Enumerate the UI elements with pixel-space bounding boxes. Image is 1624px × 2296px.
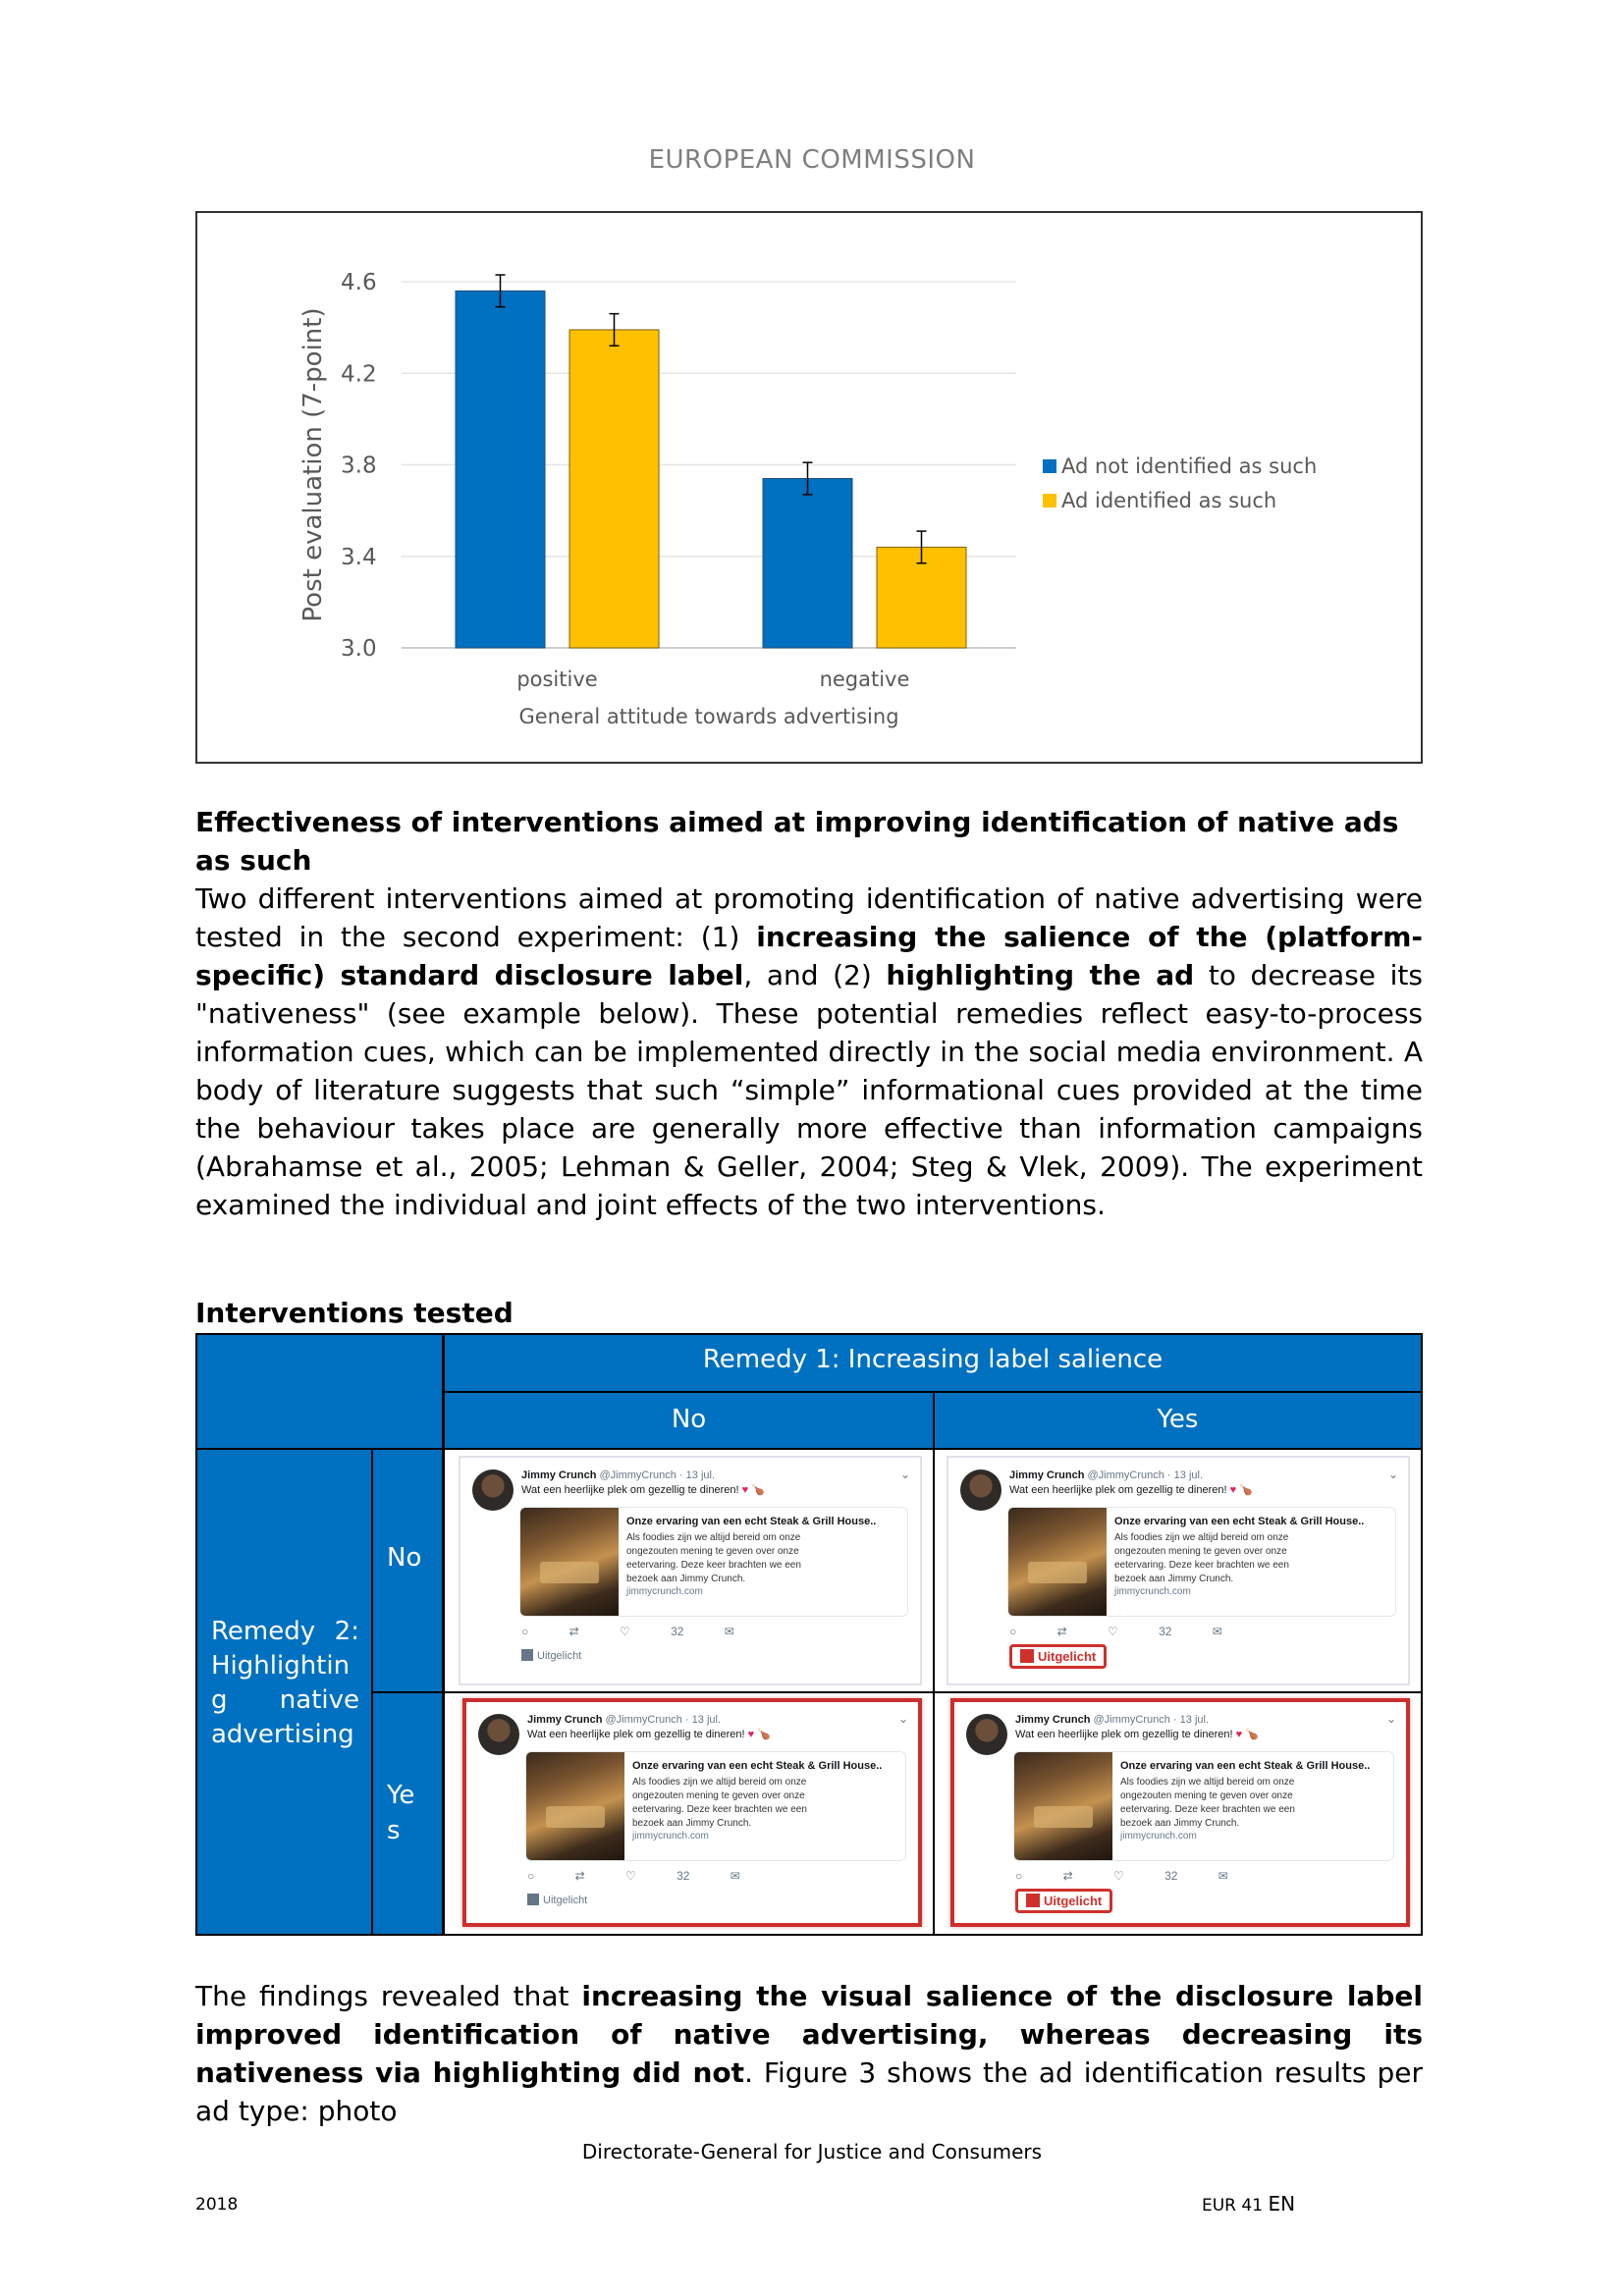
chevron-down-icon: ⌄ — [1387, 1468, 1398, 1481]
avatar — [966, 1714, 1007, 1755]
bar-chart-frame — [195, 211, 1423, 764]
card-description: Als foodies zijn we altijd bereid om onze ongezouten mening te geven over onze eetervaring. Deze keer brachten we een bezoek aan Jimmy Crunch. — [626, 1532, 801, 1584]
bar-identified-positive — [569, 330, 659, 648]
card-description: Als foodies zijn we altijd bereid om onze ongezouten mening te geven over onze eetervaring. Deze keer brachten we een bezoek aan Jimmy Crunch. — [1120, 1777, 1295, 1829]
tweet-handle: @JimmyCrunch · 13 jul. — [599, 1469, 716, 1481]
chevron-down-icon: ⌄ — [1385, 1712, 1396, 1726]
tweet-actions: ○ ⇄ ♡ 32 ✉ — [521, 1625, 734, 1638]
legend-swatch — [1043, 459, 1056, 473]
card-description: Als foodies zijn we altijd bereid om onze ongezouten mening te geven over onze eetervaring. Deze keer brachten we een bezoek aan Jimmy Crunch. — [632, 1777, 807, 1829]
tweet-mockup — [459, 1456, 922, 1685]
restaurant-photo — [526, 1752, 624, 1860]
tweet-author: Jimmy Crunch — [521, 1469, 597, 1481]
column-header-yes: Yes — [933, 1391, 1423, 1450]
tweet-mockup-highlighted — [462, 1698, 922, 1927]
bar-not-identified-negative — [763, 478, 852, 648]
tweet-text: Wat een heerlijke plek om gezellig te dineren! — [521, 1484, 739, 1496]
tweet-emoji: ♥ 🍗 — [741, 1484, 765, 1496]
disclosure-label: Uitgelicht — [527, 1894, 587, 1906]
tweet-text: Wat een heerlijke plek om gezellig te dineren! — [1015, 1729, 1233, 1740]
tweet-handle: @JimmyCrunch · 13 jul. — [1087, 1469, 1204, 1481]
section-title-effectiveness: Effectiveness of interventions aimed at improving identification of native ads as such — [195, 806, 1399, 877]
restaurant-photo — [1008, 1508, 1107, 1616]
card-title: Onze ervaring van een echt Steak & Grill House.. — [1120, 1760, 1371, 1772]
card-url: jimmycrunch.com — [632, 1831, 709, 1842]
promoted-icon — [527, 1894, 539, 1905]
avatar — [472, 1469, 514, 1511]
restaurant-photo — [520, 1508, 619, 1616]
tweet-author: Jimmy Crunch — [527, 1714, 603, 1726]
footer-dg: Directorate-General for Justice and Consumers — [581, 2140, 1043, 2163]
card-description: Als foodies zijn we altijd bereid om onze ongezouten mening te geven over onze eetervaring. Deze keer brachten we een bezoek aan Jimmy Crunch. — [1114, 1532, 1289, 1584]
card-title: Onze ervaring van een echt Steak & Grill House.. — [626, 1516, 877, 1527]
bar-chart — [197, 213, 1421, 762]
tweet-mockup — [947, 1456, 1410, 1685]
column-header-no: No — [443, 1391, 935, 1450]
y-tick-label: 3.4 — [341, 544, 377, 570]
card-url: jimmycrunch.com — [1114, 1586, 1191, 1597]
card-title: Onze ervaring van een echt Steak & Grill House.. — [1114, 1516, 1365, 1527]
remedy2-header: Remedy 2: Highlightin g native advertising — [195, 1448, 373, 1936]
remedy1-header: Remedy 1: Increasing label salience — [443, 1333, 1423, 1393]
y-tick-label: 3.0 — [341, 636, 377, 662]
tweet-actions: ○ ⇄ ♡ 32 ✉ — [1009, 1625, 1222, 1638]
row-header-no: No — [371, 1448, 444, 1693]
footer-reference: EUR 41 EN — [1202, 2192, 1296, 2216]
chevron-down-icon: ⌄ — [897, 1712, 908, 1726]
disclosure-label-salient: Uitgelicht — [1009, 1644, 1107, 1669]
card-title: Onze ervaring van een echt Steak & Grill House.. — [632, 1760, 883, 1772]
link-card — [1007, 1507, 1396, 1617]
disclosure-label-salient: Uitgelicht — [1015, 1889, 1112, 1913]
y-axis-label: Post evaluation (7-point) — [298, 307, 328, 622]
y-tick-label: 3.8 — [341, 453, 377, 479]
promoted-icon — [1020, 1649, 1034, 1663]
section-title-interventions-tested: Interventions tested — [195, 1297, 514, 1329]
tweet-emoji: ♥ 🍗 — [1235, 1729, 1259, 1740]
avatar — [478, 1714, 519, 1755]
y-tick-label: 4.6 — [341, 270, 377, 295]
tweet-actions: ○ ⇄ ♡ 32 ✉ — [1015, 1869, 1228, 1883]
x-axis-label: General attitude towards advertising — [518, 705, 899, 728]
card-url: jimmycrunch.com — [1120, 1831, 1197, 1842]
legend-label: Ad identified as such — [1061, 489, 1277, 512]
bar-not-identified-positive — [456, 291, 545, 648]
tweet-mockup-highlighted — [950, 1698, 1410, 1927]
disclosure-label: Uitgelicht — [521, 1649, 581, 1662]
tweet-author: Jimmy Crunch — [1015, 1714, 1091, 1726]
tweet-emoji: ♥ 🍗 — [1229, 1484, 1253, 1496]
tweet-handle: @JimmyCrunch · 13 jul. — [605, 1714, 722, 1726]
tweet-text: Wat een heerlijke plek om gezellig te dineren! — [1009, 1484, 1227, 1496]
link-card — [525, 1751, 906, 1861]
card-url: jimmycrunch.com — [626, 1586, 703, 1597]
legend-label: Ad not identified as such — [1061, 454, 1318, 478]
x-tick-label: positive — [516, 667, 598, 691]
footer-year: 2018 — [195, 2195, 239, 2215]
chevron-down-icon: ⌄ — [899, 1468, 910, 1481]
avatar — [960, 1469, 1001, 1511]
tweet-actions: ○ ⇄ ♡ 32 ✉ — [527, 1869, 740, 1883]
tweet-text: Wat een heerlijke plek om gezellig te dineren! — [527, 1729, 745, 1740]
tweet-author: Jimmy Crunch — [1009, 1469, 1085, 1481]
x-tick-label: negative — [819, 667, 910, 691]
tweet-emoji: ♥ 🍗 — [747, 1729, 771, 1740]
restaurant-photo — [1014, 1752, 1112, 1860]
promoted-icon — [521, 1649, 533, 1661]
promoted-icon — [1026, 1894, 1040, 1907]
table-corner-cell — [195, 1333, 444, 1450]
tweet-handle: @JimmyCrunch · 13 jul. — [1093, 1714, 1210, 1726]
document-header: EUROPEAN COMMISSION — [648, 145, 976, 175]
link-card — [1013, 1751, 1394, 1861]
y-tick-label: 4.2 — [341, 361, 377, 388]
link-card — [519, 1507, 908, 1617]
legend-swatch — [1043, 494, 1056, 507]
row-header-yes: Ye s — [371, 1691, 444, 1936]
paragraph-findings: The findings revealed that increasing the visual salience of the disclosure label improved identification of native advertising, whereas decreasing its nativeness via highlighting did not. Figure 3 shows the ad identification results per ad type: photo — [195, 1980, 1423, 2127]
paragraph-interventions: Two different interventions aimed at promoting identification of native advertising were tested in the second experiment: (1) increasing the salience of the (platform-specific) standard disclosure label, and (2) highlighting the ad to decrease its "nativeness" (see example below). These potential remedies reflect easy-to-process information cues, which can be implemented directly in the social media environment. A body of literature suggests that such “simple” informational cues provided at the time the behaviour takes place are generally more effective than information campaigns (Abrahamse et al., 2005; Lehman & Geller, 2004; Steg & Vlek, 2009). The experiment examined the individual and joint effects of the two interventions. — [195, 882, 1423, 1221]
